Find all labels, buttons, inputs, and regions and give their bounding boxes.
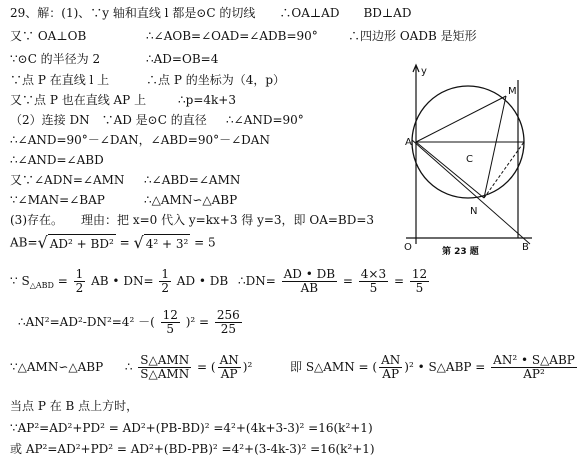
dn-num2: 4×3 — [360, 267, 387, 281]
solution-line-11: (3)存在。 理由：把 x=0 代入 y=kx+3 得 y=3，即 OA=BD=3 — [10, 213, 375, 227]
an2-text: ∴AN²=AD²-DN²=4² －( — [18, 315, 155, 329]
solution-line-4b: ∴点 P 的坐标为（4，p） — [146, 73, 286, 87]
sim-ap2: AP — [382, 367, 400, 381]
solution-line-5a: 又∵点 P 也在直线 AP 上 — [10, 93, 147, 107]
y-axis-label: y — [421, 66, 427, 77]
solution-line-2b: ∴∠AOB=∠OAD=∠ADB=90° — [146, 29, 318, 43]
sim-an2: AN — [381, 353, 401, 367]
half-fraction-2 — [159, 268, 171, 295]
solution-line-2a: 又∵ OA⊥OB — [10, 29, 87, 43]
sim-an-ap-2 — [379, 354, 402, 381]
sim-ji: 即 S△AMN = ( — [290, 360, 378, 374]
sim-an: AN — [219, 353, 239, 367]
sim-final — [491, 354, 577, 381]
an2-text2: )² = — [185, 315, 210, 329]
dn-den2: 5 — [369, 281, 378, 295]
label-c: C — [466, 154, 473, 165]
sim-eq: = ( — [197, 360, 216, 374]
area-ab-dn: AB • DN= — [91, 274, 154, 288]
area-s: S — [21, 274, 30, 288]
ab-equation — [10, 234, 216, 252]
sim-final-num: AN² • S△ABP — [493, 353, 575, 367]
sim-s1: S△AMN — [140, 353, 190, 367]
solution-line-10b: ∴△AMN∽△ABP — [144, 193, 238, 207]
area-sub: △ABD — [29, 281, 54, 290]
an2-res-num: 256 — [216, 308, 240, 322]
area-because: ∵ — [10, 274, 18, 288]
case-text: 当点 P 在 B 点上方时， — [10, 399, 139, 413]
solution-line-2c: ∴四边形 OADB 是矩形 — [348, 29, 477, 43]
an2-frac-num: 12 — [162, 308, 178, 322]
solution-line-7: ∴∠AND=90°－∠DAN，∠ABD=90°－∠DAN — [10, 133, 270, 147]
geometry-figure — [392, 62, 534, 257]
half-fraction-1 — [74, 268, 86, 295]
solution-line-8: ∴∠AND=∠ABD — [10, 153, 104, 167]
sim-therefore: ∴ — [124, 360, 133, 374]
dn-frac-3 — [410, 268, 429, 295]
sim-s2: S△AMN — [140, 367, 190, 381]
sim-an-ap — [218, 354, 241, 381]
sim-ratio-frac — [138, 354, 191, 381]
dn-den3: 5 — [415, 281, 424, 295]
sim-lhs: ∵△AMN∽△ABP — [10, 360, 104, 374]
half-num-2: 1 — [161, 267, 169, 281]
dn-therefore: ∴DN= — [238, 274, 276, 288]
ab-lhs: AB= — [10, 235, 38, 250]
label-o: O — [404, 242, 412, 253]
dn-eq1: = — [342, 274, 353, 288]
dn-eq2: = — [393, 274, 405, 288]
segment-an — [416, 142, 484, 198]
sim-close: )² — [242, 360, 253, 374]
ab-eq2: = 5 — [194, 235, 216, 250]
solution-line-10a: ∵∠MAN=∠BAP — [10, 193, 105, 207]
half-den: 2 — [75, 281, 84, 295]
figure-caption: 第 23 题 — [442, 247, 479, 257]
solution-line-9b: ∴∠ABD=∠AMN — [144, 173, 241, 187]
solution-line-6b: ∴∠AND=90° — [226, 113, 304, 127]
solution-line-5b: ∴p=4k+3 — [178, 93, 236, 107]
label-m: M — [508, 86, 517, 97]
ab-sqrt-1: √ AD² + BD² — [37, 233, 114, 252]
an2-res-den: 25 — [220, 322, 236, 336]
segment-am — [416, 96, 506, 142]
an2-equation — [18, 309, 244, 336]
area-eq: = — [57, 274, 68, 288]
solution-line-3b: ∴AD=OB=4 — [146, 52, 219, 66]
label-b: B — [522, 242, 529, 253]
ap2-line-2: 或 AP²=AD²+PD² = AD²+(BD-PB)² =4²+(3-4k-3)² =16(k²+1) — [10, 442, 375, 456]
solution-line-6a: （2）连接 DN ∵AD 是⊙C 的直径 — [10, 113, 207, 127]
half-den-2: 2 — [161, 281, 169, 295]
dn-num: AD • DB — [283, 267, 336, 281]
label-a: A — [405, 137, 412, 148]
sim-ap: AP — [220, 367, 238, 381]
sim-equation — [10, 354, 252, 381]
ab-radicand-2: 4² + 3² — [144, 234, 191, 252]
dn-equation — [238, 268, 431, 295]
dn-den: AB — [300, 281, 319, 295]
dn-frac-2 — [359, 268, 388, 295]
an2-result — [215, 309, 242, 336]
segment-mn — [484, 96, 506, 198]
dn-frac-1 — [282, 268, 337, 295]
ap2-line-1: ∵AP²=AD²+PD² = AD²+(PB-BD)² =4²+(4k+3-3)² =16(k²+1) — [10, 421, 373, 435]
solution-line-9a: 又∵∠ADN=∠AMN — [10, 173, 125, 187]
solution-line-1: 29、解：(1)、∵y 轴和直线 l 都是⊙C 的切线 ∴OA⊥AD BD⊥AD — [10, 6, 412, 20]
solution-line-3a: ∵⊙C 的半径为 2 — [10, 52, 101, 66]
sim-final-den: AP² — [523, 367, 545, 381]
solution-line-4a: ∵点 P 在直线 l 上 — [10, 73, 110, 87]
area-equation — [10, 268, 228, 295]
ab-sqrt-2: √ 4² + 3² — [133, 233, 189, 252]
an2-frac-den: 5 — [166, 322, 175, 336]
ab-radicand-1: AD² + BD² — [48, 234, 116, 252]
sim-close2: )² • S△ABP = — [404, 360, 486, 374]
label-n: N — [470, 206, 478, 217]
an2-frac — [161, 309, 180, 336]
ab-eq1: = — [119, 235, 130, 250]
area-ad-db: AD • DB — [176, 274, 229, 288]
dn-num3: 12 — [411, 267, 428, 281]
sim-equation-2 — [290, 354, 579, 381]
half-num: 1 — [75, 267, 84, 281]
